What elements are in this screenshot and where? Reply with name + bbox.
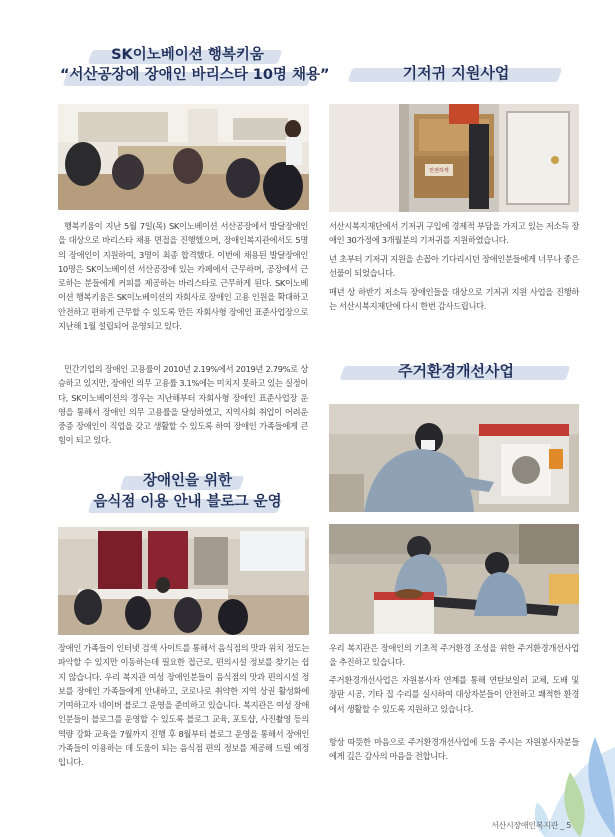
sk-section-heading [60, 46, 330, 84]
housing-section-heading [330, 362, 582, 381]
housing-paragraph-1: 우리 복지관은 장애인의 기초적 주거환경 조성을 위한 주거환경개선사업을 추진하고 있습니다. [329, 643, 579, 668]
housing-paragraph-3: 항상 따뜻한 마음으로 주거환경개선사업에 도움 주시는 자원봉사자분들에게 깊은 감사의 마음을 전합니다. [329, 737, 579, 762]
sk-title-line2: “서산공장에 장애인 바리스타 10명 채용” [60, 67, 330, 84]
blog-paragraph: 장애인 가족들이 인터넷 검색 사이트를 통해서 음식점의 맛과 위치 정도는 파악할 수 있지만 이동하는데 필요한 접근로, 편의시설 정보를 찾기는 쉽지 않습니다. 우리 복지관 여성 장애인분들이 음식점의 맛과 편의시설 정보를 장애인 가족들에게 안내하고, 코로나로 취약한 지역 상권 활성화에 기여하고자 네이버 블로그 운영을 준비하고 있습니다. 복지관은 여성 장애인분들이 블로그를 운영할 수 있도록 블로그 교육, 포토샵, 사진촬영 등의 역량 강화 교육을 7월까지 진행 후 8월부터 블로그 운영을 통해서 장애인 가족들이 이용하는 데 도움이 되는 음식점 편의 정보를 제공해 드릴 예정입니다. [58, 643, 309, 768]
diaper-boxes-photo [329, 104, 579, 212]
box-label: 안전하게 [429, 168, 449, 174]
volunteers-outdoor-photo [329, 524, 579, 634]
blog-training-photo [58, 527, 309, 635]
diaper-title: 기저귀 지원사업 [402, 64, 510, 82]
diaper-paragraph-1: 서산시복지재단에서 기저귀 구입에 경제적 부담을 가지고 있는 저소득 장애인 30가정에 3개월분의 기저귀를 지원하였습니다. [329, 221, 579, 246]
barista-interview-photo [58, 104, 309, 210]
page-footer [491, 820, 571, 831]
diaper-paragraph-3: 매년 상 하반기 저소득 장애인들을 대상으로 기저귀 지원 사업을 진행하는 서산시복지재단에 다시 한번 감사드립니다. [329, 287, 579, 312]
boiler-repair-photo [329, 404, 579, 512]
blog-section-heading [60, 472, 315, 511]
page-number: 5 [566, 821, 571, 830]
sk-title-line1: SK이노베이션 행복키움 [111, 47, 264, 63]
blog-title-line2: 음식점 이용 안내 블로그 운영 [93, 494, 282, 511]
footer-label: 서산시장애인복지관 [491, 821, 558, 830]
sk-paragraph-1: 행복키움이 지난 5월 7일(목) SK이노베이션 서산공장에서 발달장애인을 대상으로 바리스타 채용 면접을 진행했으며, 장애인복지관에서도 5명의 장애인이 지원하여, 3명이 최종 합격했다. 이번에 채용된 발달장애인 10명은 SK이노베이션 서산공장에 있는 카페에서 근무하며, 공장에서 근로하는 분들에게 커피를 제공하는 바리스타로 근무하게 된다. SK이노베이션 행복키움은 SK이노베이션의 자회사로 장애인 고용 인원을 확대하고 안전하고 편하게 근무할 수 있도록 만든 자회사형 장애인 표준사업장으로 지난해 1월 설립되어 운영되고 있다. [58, 221, 308, 332]
diaper-section-heading [330, 64, 582, 83]
diaper-paragraph-2: 년 초부터 기저귀 지원을 손꼽아 기다리시던 장애인분들에게 너무나 좋은 선물이 되었습니다. [329, 254, 579, 279]
footer-separator: _ [560, 821, 564, 830]
housing-paragraph-2: 주거환경개선사업은 자원봉사자 연계를 통해 연탄보일러 교체, 도배 및 장판 시공, 기타 집 수리를 실시하여 대상자분들이 안전하고 쾌적한 환경에서 생활할 수 있도록 지원하고 있습니다. [329, 675, 579, 714]
blog-title-line1: 장애인을 위한 [142, 473, 233, 489]
sk-paragraph-2: 민간기업의 장애인 고용률이 2010년 2.19%에서 2019년 2.79%로 상승하고 있지만, 장애인 의무 고용률 3.1%에는 미치지 못하고 있는 실정이다, SK이노베이션의 경우는 지난해부터 자회사형 장애인 표준사업장 운영을 통해서 장애인 의무 고용률을 달성하였고, 지역사회 취업이 어려운 중증 장애인이 직업을 갖고 생활할 수 있도록 하여 장애인 가족들에게 큰 힘이 되고 있다. [58, 364, 308, 446]
housing-title: 주거환경개선사업 [398, 362, 514, 380]
